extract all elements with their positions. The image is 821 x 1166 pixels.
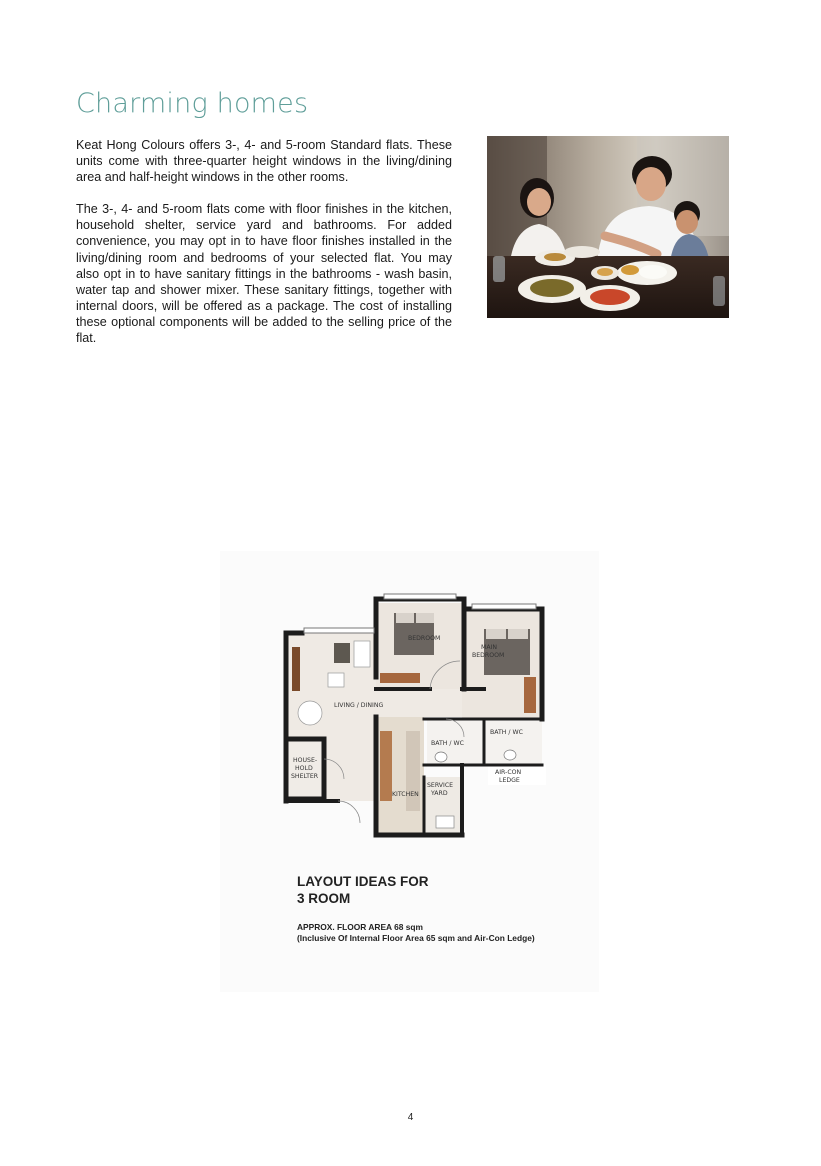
- room-label-shelter-1: HOUSE-: [293, 757, 318, 764]
- room-label-main-2: BEDROOM: [472, 652, 505, 659]
- room-label-kitchen: KITCHEN: [392, 791, 419, 798]
- layout-heading: [297, 873, 429, 907]
- layout-heading-line-2: 3 ROOM: [297, 891, 351, 906]
- room-label-aircon-2: LEDGE: [499, 777, 520, 784]
- room-label-living-dining: LIVING / DINING: [334, 702, 384, 709]
- room-label-main-1: MAIN: [481, 644, 498, 651]
- floor-plan-card: [220, 551, 599, 992]
- room-label-shelter-2: HOLD: [295, 765, 313, 772]
- intro-text: [76, 137, 452, 362]
- page-number: 4: [407, 1112, 414, 1123]
- room-label-service-1: SERVICE: [427, 782, 454, 789]
- paragraph-2: The 3-, 4- and 5-room flats come with floor finishes in the kitchen, household shelter, service yard and bathrooms. For added convenience, you may opt in to have floor finishes installed in the living/dining room and bedrooms of your selected flat. You may also opt in to have sanitary fittings in the bathrooms - wash basin, water tap and shower mixer. These sanitary fittings, together with internal doors, will be offered as a package. The cost of installing these optional components will be added to the selling price of the flat.: [76, 202, 452, 346]
- room-label-service-2: YARD: [431, 790, 448, 797]
- floor-area-note: [297, 922, 535, 944]
- room-label-bath-1: BATH / WC: [431, 740, 464, 747]
- layout-heading-line-1: LAYOUT IDEAS FOR: [297, 874, 429, 889]
- room-label-bath-2: BATH / WC: [490, 729, 523, 736]
- room-label-aircon-1: AIR-CON: [495, 769, 522, 776]
- floor-area-line-2: (Inclusive Of Internal Floor Area 65 sqm and Air-Con Ledge): [297, 933, 535, 943]
- floor-area-line-1: APPROX. FLOOR AREA 68 sqm: [297, 922, 423, 932]
- room-label-shelter-3: SHELTER: [291, 773, 319, 780]
- room-label-bedroom: BEDROOM: [408, 635, 441, 642]
- family-dining-photo: [487, 136, 729, 318]
- page-title: Charming homes: [76, 88, 309, 119]
- paragraph-1: Keat Hong Colours offers 3-, 4- and 5-room Standard flats. These units come with three-quarter height windows in the living/dining area and half-height windows in the other rooms.: [76, 138, 452, 185]
